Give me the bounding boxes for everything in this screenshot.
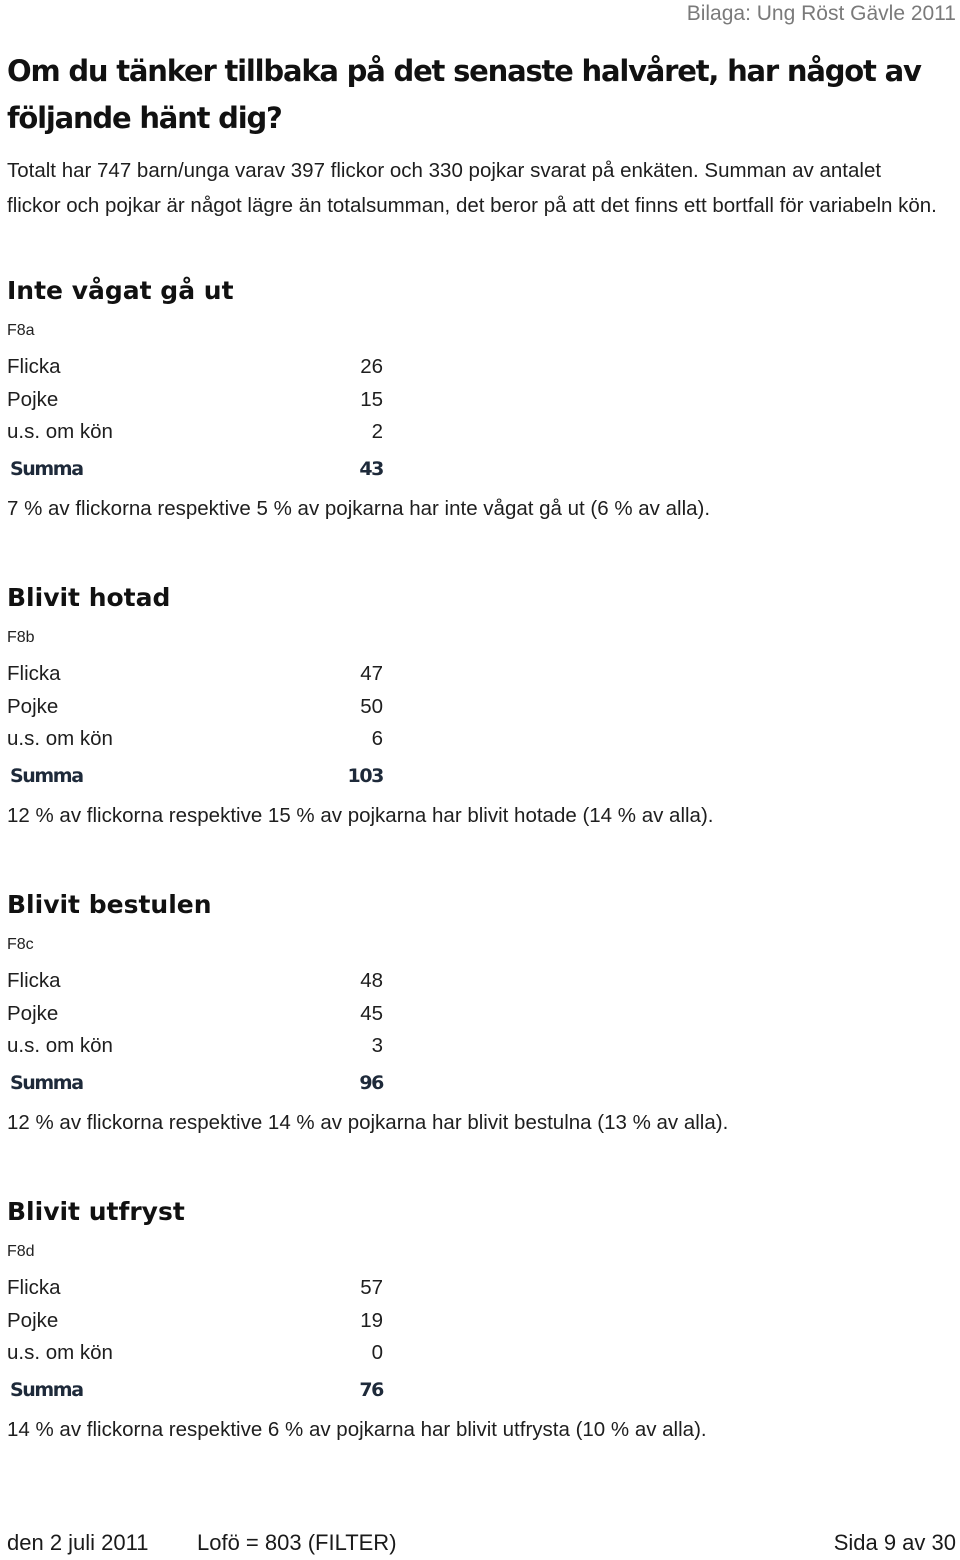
variable-code: F8d (7, 1243, 35, 1260)
total-label: Summa (10, 1071, 83, 1094)
row-label: Pojke (7, 1308, 59, 1332)
row-label: Pojke (7, 694, 59, 718)
footer-date: den 2 juli 2011 (7, 1530, 149, 1555)
footer-filter: Lofö = 803 (FILTER) (197, 1530, 397, 1555)
table-row (7, 1030, 383, 1063)
row-label: u.s. om kön (7, 420, 113, 443)
intro-paragraph: Totalt har 747 barn/unga varav 397 flickor och 330 pojkar svarat på enkäten. Summan av antalet flickor och pojkar är något lägre än totalsumman, det beror på att det finns ett bortfall för variabeln kön. (7, 159, 937, 217)
row-value: 6 (371, 727, 383, 750)
section-inte-vagat-ga-ut (7, 271, 947, 529)
table-row (7, 723, 383, 756)
row-value: 45 (360, 1001, 383, 1025)
section-title: Blivit utfryst (7, 1197, 185, 1226)
row-value: 0 (371, 1341, 383, 1364)
row-label: Pojke (7, 1001, 59, 1025)
row-label: Flicka (7, 1276, 61, 1299)
total-row (7, 1063, 383, 1103)
total-row (7, 1370, 383, 1410)
row-value: 3 (371, 1034, 383, 1057)
total-value: 96 (359, 1071, 383, 1094)
section-title: Blivit hotad (7, 583, 171, 612)
table-row (7, 351, 383, 384)
section-summary: 12 % av flickorna respektive 15 % av pojkarna har blivit hotade (14 % av alla). (7, 803, 714, 827)
row-label: Flicka (7, 355, 61, 378)
row-value: 47 (360, 662, 383, 685)
row-value: 26 (360, 355, 383, 378)
total-label: Summa (10, 764, 83, 787)
section-blivit-utfryst (7, 1192, 947, 1450)
table-row (7, 965, 383, 998)
row-value: 57 (360, 1276, 383, 1299)
total-row (7, 756, 383, 796)
variable-code: F8b (7, 629, 35, 646)
variable-code: F8c (7, 936, 34, 953)
row-label: u.s. om kön (7, 1341, 113, 1364)
row-label: u.s. om kön (7, 1034, 113, 1057)
table-row (7, 384, 383, 417)
table-row (7, 1305, 383, 1338)
row-value: 48 (360, 969, 383, 992)
section-summary: 12 % av flickorna respektive 14 % av pojkarna har blivit bestulna (13 % av alla). (7, 1110, 729, 1134)
footer-page-number: Sida 9 av 30 (833, 1530, 956, 1555)
total-value: 76 (359, 1378, 383, 1401)
table-row (7, 1337, 383, 1370)
row-label: Flicka (7, 969, 61, 992)
row-label: Flicka (7, 662, 61, 685)
table-row (7, 691, 383, 724)
table-row (7, 998, 383, 1031)
total-label: Summa (10, 457, 83, 480)
section-summary: 7 % av flickorna respektive 5 % av pojkarna har inte vågat gå ut (6 % av alla). (7, 496, 711, 520)
section-title: Blivit bestulen (7, 890, 212, 919)
row-value: 2 (371, 420, 383, 443)
total-value: 43 (359, 457, 383, 480)
page-footer (7, 1526, 956, 1560)
section-title: Inte vågat gå ut (7, 276, 234, 305)
table-row (7, 416, 383, 449)
section-summary: 14 % av flickorna respektive 6 % av pojkarna har blivit utfrysta (10 % av alla). (7, 1417, 707, 1441)
row-value: 19 (360, 1308, 383, 1332)
section-blivit-hotad (7, 578, 947, 836)
table-row (7, 1272, 383, 1305)
variable-code: F8a (7, 322, 35, 339)
main-question: Om du tänker tillbaka på det senaste halvåret, har något av följande hänt dig? (7, 54, 921, 135)
total-row (7, 449, 383, 489)
running-header: Bilaga: Ung Röst Gävle 2011 (686, 2, 956, 25)
row-value: 50 (360, 694, 383, 718)
row-label: Pojke (7, 387, 59, 411)
table-row (7, 658, 383, 691)
row-label: u.s. om kön (7, 727, 113, 750)
section-blivit-bestulen (7, 885, 947, 1143)
row-value: 15 (360, 387, 383, 411)
total-label: Summa (10, 1378, 83, 1401)
total-value: 103 (347, 764, 383, 787)
